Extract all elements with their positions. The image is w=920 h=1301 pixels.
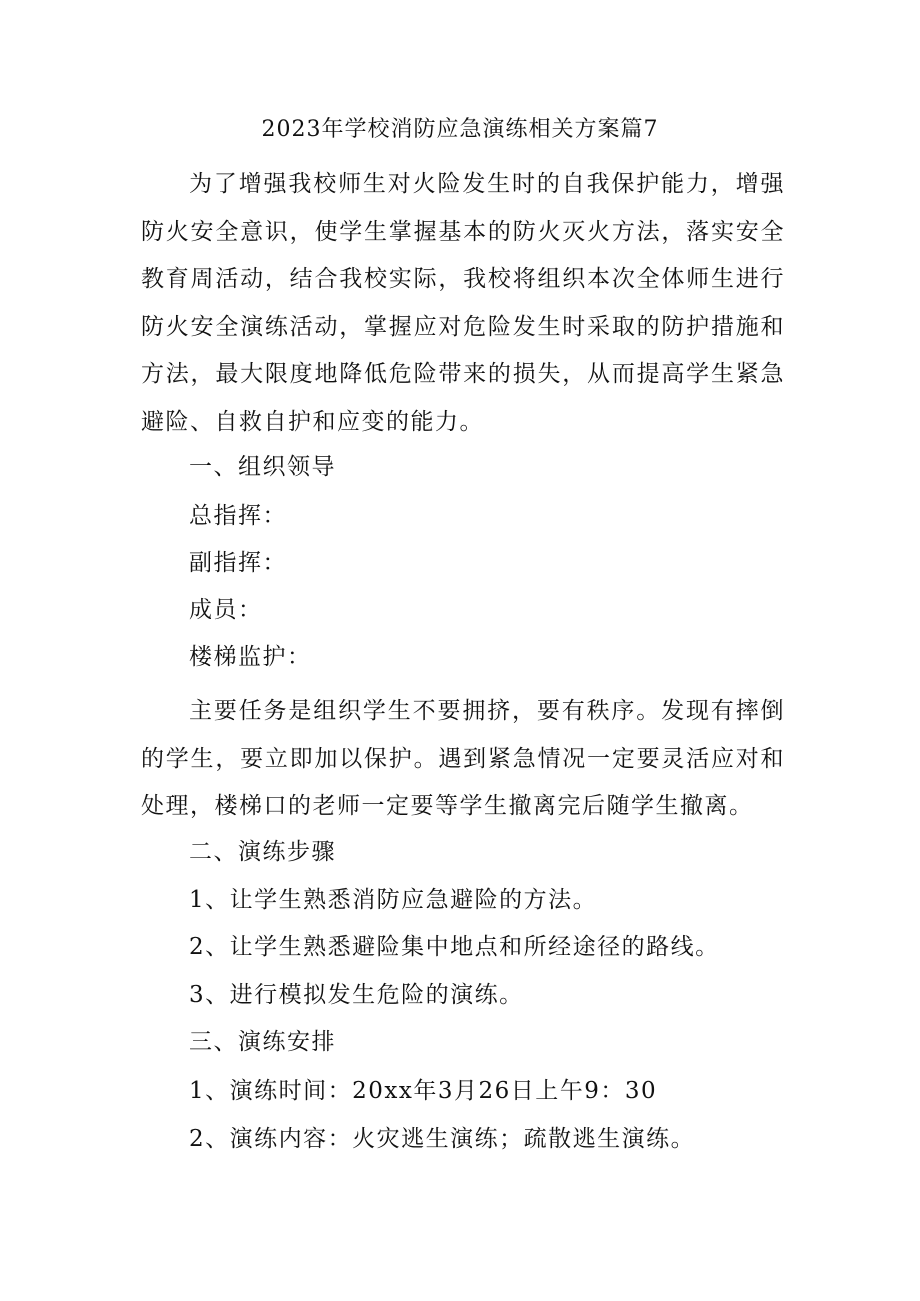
intro-paragraph: 为了增强我校师生对火险发生时的自我保护能力，增强防火安全意识，使学生掌握基本的防火灭火方法，落实安全教育周活动，结合我校实际，我校将组织本次全体师生进行防火安全演练活动，掌握应对危险发生时采取的防护措施和方法，最大限度地降低危险带来的损失，从而提高学生紧急避险、自救自护和应变的能力。 <box>141 171 785 435</box>
arrangement-time: 1、演练时间：20xx年3月26日上午9：30 <box>189 1078 658 1104</box>
section-heading-arrangement: 三、演练安排 <box>189 1029 336 1055</box>
document-title: 2023年学校消防应急演练相关方案篇7 <box>261 117 659 142</box>
commander-label: 总指挥： <box>189 503 287 529</box>
arrangement-content: 2、演练内容：火灾逃生演练；疏散逃生演练。 <box>189 1126 696 1152</box>
deputy-commander-label: 副指挥： <box>189 550 287 576</box>
stairs-monitor-label: 楼梯监护： <box>189 644 312 670</box>
members-label: 成员： <box>189 597 263 623</box>
section-heading-organization: 一、组织领导 <box>189 454 336 480</box>
section-heading-steps: 二、演练步骤 <box>189 839 336 865</box>
step-item: 1、让学生熟悉消防应急避险的方法。 <box>189 887 598 913</box>
step-item: 3、进行模拟发生危险的演练。 <box>189 982 524 1008</box>
step-item: 2、让学生熟悉避险集中地点和所经途径的路线。 <box>189 934 720 960</box>
main-task-paragraph: 主要任务是组织学生不要拥挤，要有秩序。发现有摔倒的学生，要立即加以保护。遇到紧急情况一定要灵活应对和处理，楼梯口的老师一定要等学生撤离完后随学生撤离。 <box>141 698 785 819</box>
